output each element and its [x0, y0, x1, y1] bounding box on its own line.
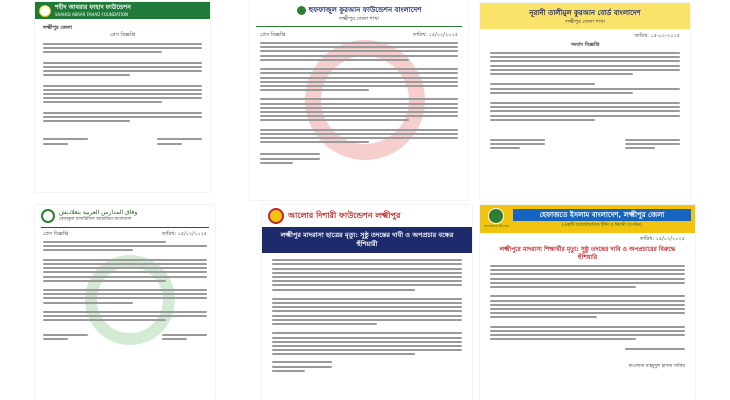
press-release-4 — [35, 205, 215, 400]
signatures — [490, 137, 680, 152]
branch-name: লক্ষ্মীপুর জেলা শাখা — [339, 16, 379, 22]
body-text — [43, 241, 207, 321]
org-header — [480, 205, 695, 233]
branch-name: লক্ষ্মীপুর জেলা শাখা — [565, 19, 605, 25]
headline: লক্ষ্মীপুরে মাদরাসা শিক্ষার্থীর মৃত্যু: সুষ্ঠু তদন্তের দাবি ও অপপ্রচারের বিরুদ্ধে হুঁশিয়ারি — [499, 246, 676, 261]
logo-icon — [39, 5, 51, 17]
headline-banner — [262, 227, 472, 253]
signatures — [260, 153, 320, 163]
org-header — [262, 205, 472, 227]
date-text: তারিখ: ১৫/০২/২০২৫ — [639, 236, 685, 242]
body-text — [490, 52, 680, 121]
org-header — [35, 205, 215, 227]
body-text — [260, 42, 458, 143]
org-name-bn: বেফাকুল মাদারিসিল আরাবিয়া বাংলাদেশ — [59, 217, 132, 222]
org-header — [480, 3, 690, 29]
body-text — [272, 259, 462, 355]
press-release-6 — [480, 205, 695, 400]
signatures — [272, 361, 332, 371]
logo-icon — [297, 6, 306, 15]
signatures — [43, 331, 207, 342]
headline: লক্ষ্মীপুর মাদরাসা ছাত্রের মৃত্যু: সুষ্ঠু তদন্তের দাবী ও অপপ্রচার বন্ধের হুঁশিয়ারী — [280, 231, 454, 248]
logo-icon — [268, 208, 284, 224]
notice-title: প্রেস বিজ্ঞপ্তি — [260, 32, 286, 38]
logo-badge: হেফাজতে ইসলাম — [484, 224, 509, 228]
notice-title: প্রেস বিজ্ঞপ্তি — [43, 231, 69, 237]
press-release-3 — [480, 3, 690, 201]
branch-title: লক্ষ্মীপুর জেলা — [43, 25, 73, 31]
press-release-2 — [250, 0, 468, 200]
press-release-5 — [262, 205, 472, 400]
body-text — [43, 43, 202, 122]
org-name-bn: শহীদ আবরার ফাহাদ ফাউন্ডেশন — [55, 4, 131, 11]
notice-title: সংবাদ বিজ্ঞপ্তি — [570, 42, 600, 48]
logo-icon — [41, 209, 55, 223]
logo-icon — [488, 208, 504, 224]
signatures — [490, 348, 685, 371]
signatory-name: মাওলানা মাহমুদুল হাসান সাকিব — [628, 364, 685, 370]
press-release-1 — [35, 2, 210, 192]
body-text — [490, 265, 685, 340]
signatures — [43, 136, 202, 147]
date-text: তারিখ: ১৫/০২/২০২৫ — [412, 32, 458, 38]
date-text: তারিখ: ১৫/০২/২০২৫ — [161, 231, 207, 237]
org-name: হুফফাজুল কুরআন ফাউন্ডেশন বাংলাদেশ — [250, 4, 468, 16]
notice-title: প্রেস বিজ্ঞপ্তি — [109, 32, 136, 38]
org-name: হেফাজতে ইসলাম বাংলাদেশ, লক্ষ্মীপুর জেলা — [513, 209, 691, 221]
org-name-ar: وفاق المدارس العربية بنغلاديش — [59, 209, 138, 216]
date-text: তারিখ: ১৫-০২-২০২৫ — [634, 33, 680, 39]
org-name: নূরানী তালীমুল কুরআন বোর্ড বাংলাদেশ — [529, 9, 641, 17]
org-name-en: SHAHID ABRAR FAHAD FOUNDATION — [55, 12, 129, 17]
org-subtitle: (একটি অরাজনৈতিক দ্বীনি ও ঈমানী সংগঠন) — [561, 223, 642, 228]
org-name: আলোর দিশারী ফাউন্ডেশন লক্ষ্মীপুর — [288, 210, 401, 220]
org-header — [35, 2, 210, 19]
